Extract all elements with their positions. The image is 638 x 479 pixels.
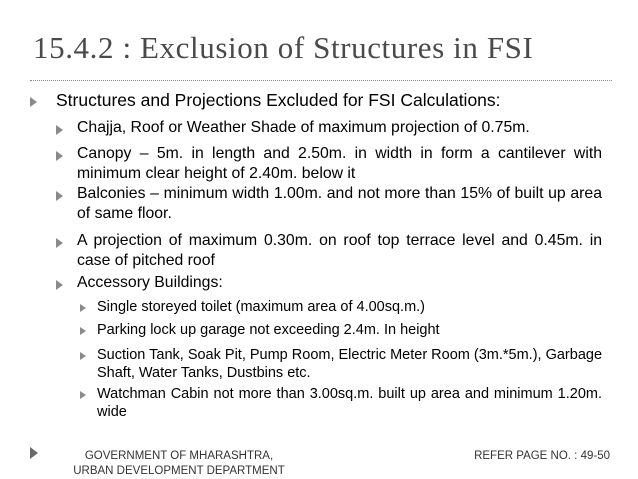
footer-department <box>64 449 294 479</box>
bullet-heading: Structures and Projections Excluded for FSI Calculations: <box>56 90 501 110</box>
sub-list-item: Watchman Cabin not more than 3.00sq.m. built up area and minimum 1.20m. wide <box>97 386 602 420</box>
sub-list-item: Suction Tank, Soak Pit, Pump Room, Electric Meter Room (3m.*5m.), Garbage Shaft, Water Tanks, Dustbins etc. <box>97 347 603 381</box>
triangle-bullet-icon <box>80 327 86 335</box>
slide-title: 15.4.2 : Exclusion of Structures in FSI <box>33 30 534 65</box>
list-item: A projection of maximum 0.30m. on roof top terrace level and 0.45m. in case of pitched roof <box>77 232 602 269</box>
triangle-bullet-icon <box>80 352 86 360</box>
triangle-bullet-icon <box>56 151 63 161</box>
list-item: Chajja, Roof or Weather Shade of maximum projection of 0.75m. <box>77 119 530 136</box>
triangle-bullet-icon <box>56 280 63 290</box>
triangle-bullet-icon <box>56 125 63 135</box>
sub-list-item: Parking lock up garage not exceeding 2.4m. In height <box>97 322 440 338</box>
footer-reference: REFER PAGE NO. : 49-50 <box>474 450 610 462</box>
triangle-bullet-icon <box>80 391 86 399</box>
list-item: Accessory Buildings: <box>77 274 223 291</box>
triangle-bullet-icon <box>80 304 86 312</box>
title-divider <box>30 80 612 81</box>
triangle-bullet-icon <box>56 191 63 201</box>
triangle-bullet-icon <box>30 447 38 459</box>
triangle-bullet-icon <box>30 97 37 107</box>
footer-line-1: GOVERNMENT OF MHARASHTRA, <box>84 450 274 462</box>
list-item: Canopy – 5m. in length and 2.50m. in width in form a cantilever with minimum clear height of 2.40m. below it <box>77 145 602 182</box>
triangle-bullet-icon <box>56 238 63 248</box>
sub-list-item: Single storeyed toilet (maximum area of 4.00sq.m.) <box>97 299 425 315</box>
list-item: Balconies – minimum width 1.00m. and not more than 15% of built up area of same floor. <box>77 185 602 222</box>
footer-line-2: URBAN DEVELOPMENT DEPARTMENT <box>73 465 285 477</box>
